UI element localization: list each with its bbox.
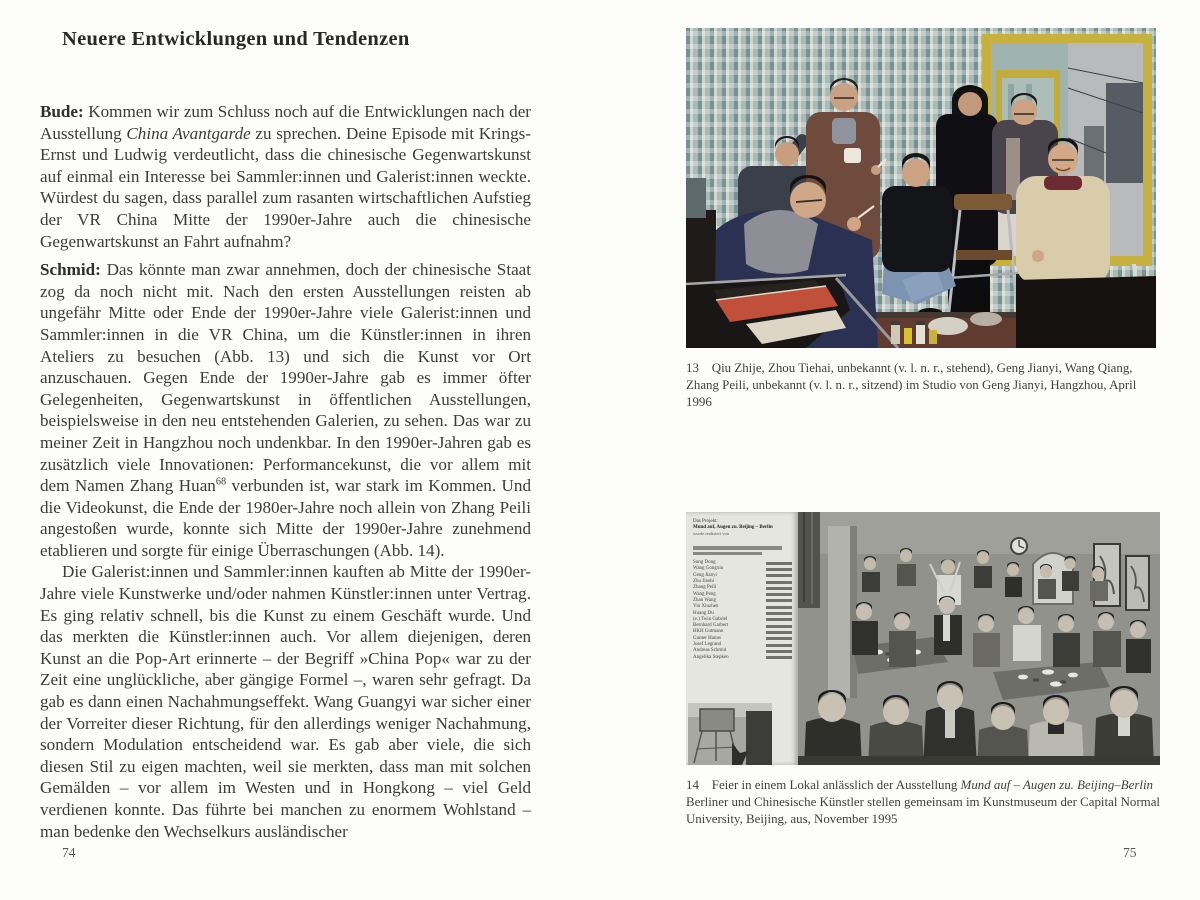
page-title: Neuere Entwicklungen und Tendenzen <box>62 28 410 50</box>
panel-title-line-1: Das Projekt: <box>693 519 718 524</box>
figure-13 <box>686 28 1156 411</box>
panel-title-line-3: wurde realisiert von <box>693 531 729 536</box>
panel-name-row: Josef Legrand <box>693 642 792 648</box>
page-number-left: 74 <box>62 845 76 860</box>
photo-text-panel <box>686 512 798 765</box>
photo-restaurant-party <box>686 512 1160 765</box>
panel-name-row: Huang Du <box>693 610 792 616</box>
panel-name-row: Gunter Hanus <box>693 636 792 642</box>
panel-name-row: Yin Xiuzhen <box>693 604 792 610</box>
panel-name-row: Zhan Wang <box>693 598 792 604</box>
panel-inset-photo <box>688 703 772 765</box>
panel-name-row: Bernhard Garbert <box>693 623 792 629</box>
panel-title-line-2: Mund auf, Augen zu. Beijing – Berlin <box>693 525 773 530</box>
panel-cjk-heading-bar <box>693 552 762 556</box>
panel-name-row: Wang Gongxin <box>693 566 792 572</box>
photo-bottom-shadow <box>798 756 1160 765</box>
panel-name-row: Song Dong <box>693 560 792 566</box>
photo-studio-group <box>686 28 1156 348</box>
figure-13-caption: 13 Qiu Zhije, Zhou Tiehai, unbekannt (v. l. n. r., stehend), Geng Jianyi, Wang Qiang, Zhang Peili, unbekannt (v. l. n. r., sitzend) im Studio von Geng Jianyi, Hangzhou, April 1996 <box>686 361 1137 409</box>
figure-14-caption: 14 Feier in einem Lokal anlässlich der Ausstellung Mund auf – Augen zu. Beijing–Berlin Berliner und Chinesische Künstler stellen gemeinsam im Kunstmuseum der Capital Normal University, Beijing, aus, November 1995 <box>686 778 1160 826</box>
panel-name-list <box>693 560 792 661</box>
page-number-right: 75 <box>1123 845 1137 860</box>
paragraph-schmid: Schmid: Das könnte man zwar annehmen, doch der chinesische Staat zog da noch nicht mit. Nach den ersten Ausstellungen reisten ab ungefähr Mitte oder Ende der 1990er-Jahre viele Galerist:innen und Sammler:innen in die VR China, um die Künstler:innen in ihren Ateliers zu besuchen (Abb. 13) und sich die Kunst vor Ort anzuschauen. Gegen Ende der 1990er-Jahre gab es immer öfter Gelegenheiten, Gegenwartskunst in öffentlichen Ausstellungen, beispielsweise in den neu entstehenden Galerien, zu sehen. Das war zu meiner Zeit in Hangzhou noch undenkbar. In den 1990er-Jahren gab es zusätzlich viele Innovationen: Performancekunst, die vor allem mit dem Namen Zhang Huan$^{68}$ verbunden ist, war stark im Kommen. Und die Videokunst, die Ende der 1980er-Jahre noch allein von Zhang Peili angestoßen wurde, konnte sich Mitte der 1990er-Jahre zunehmend etablieren und sorgte für einige Überraschungen (Abb. 14). <box>40 260 531 560</box>
panel-name-row: Angelika Stepken <box>693 654 792 660</box>
body-text <box>40 101 531 842</box>
panel-cjk-heading-bar <box>693 546 782 550</box>
panel-name-row: Zhu Jinshi <box>693 579 792 585</box>
panel-name-row: Wang Peng <box>693 591 792 597</box>
figure-14 <box>686 512 1160 828</box>
panel-name-row: Andreas Schmid <box>693 648 792 654</box>
panel-name-row: Zhang Peili <box>693 585 792 591</box>
panel-name-row: (e.) Twin Gabriel <box>693 617 792 623</box>
panel-name-row: BKH Gutmann <box>693 629 792 635</box>
restaurant-scene-illustration <box>798 512 1160 765</box>
studio-scene-illustration <box>686 28 1156 348</box>
paragraph-bude: Bude: Kommen wir zum Schluss noch auf die Entwicklungen nach der Ausstellung China Avantgarde zu sprechen. Deine Episode mit Krings-Ernst und Ludwig verdeutlicht, dass die chinesische Gegenwartskunst auf einmal ein Interesse bei Sammler:innen und Galerist:innen weckte. Würdest du sagen, dass parallel zum rasanten wirtschaftlichen Aufstieg der VR China Mitte der 1990er-Jahre auch die chinesische Gegenwartskunst an Fahrt aufnahm? <box>40 102 531 251</box>
paragraph-galeristen: Die Galerist:innen und Sammler:innen kauften ab Mitte der 1990er-Jahre viele Kunstwerke und/oder nahmen Künstler:innen unter Vertrag. Es ging relativ schnell, bis die Kunst zu einem Geschäft wurde. Und das merkten die Künstler:innen auch. Vor allem diejenigen, deren Kunst an die Pop-Art erinnerte – der Begriff »China Pop« war zu der Zeit eine unglückliche, aber gängige Formel –, waren sehr gefragt. Da gab es dann einen Nachahmungseffekt. Wang Guangyi war sicher einer der Vorreiter dieser Richtung, für den allerdings weniger Nachahmung, sondern Modulation entscheidend war. Es gab aber viele, die sich diesen Stil zu eigen machten, weil sie merkten, dass man mit solchen Gemälden – vor allem im Westen und in Hongkong – viel Geld verdienen konnte. Das führte bei manchen zu enormem Wohlstand – man bedenke den Wechselkurs ausländischer <box>40 562 531 841</box>
panel-name-row: Geng Jianyi <box>693 573 792 579</box>
